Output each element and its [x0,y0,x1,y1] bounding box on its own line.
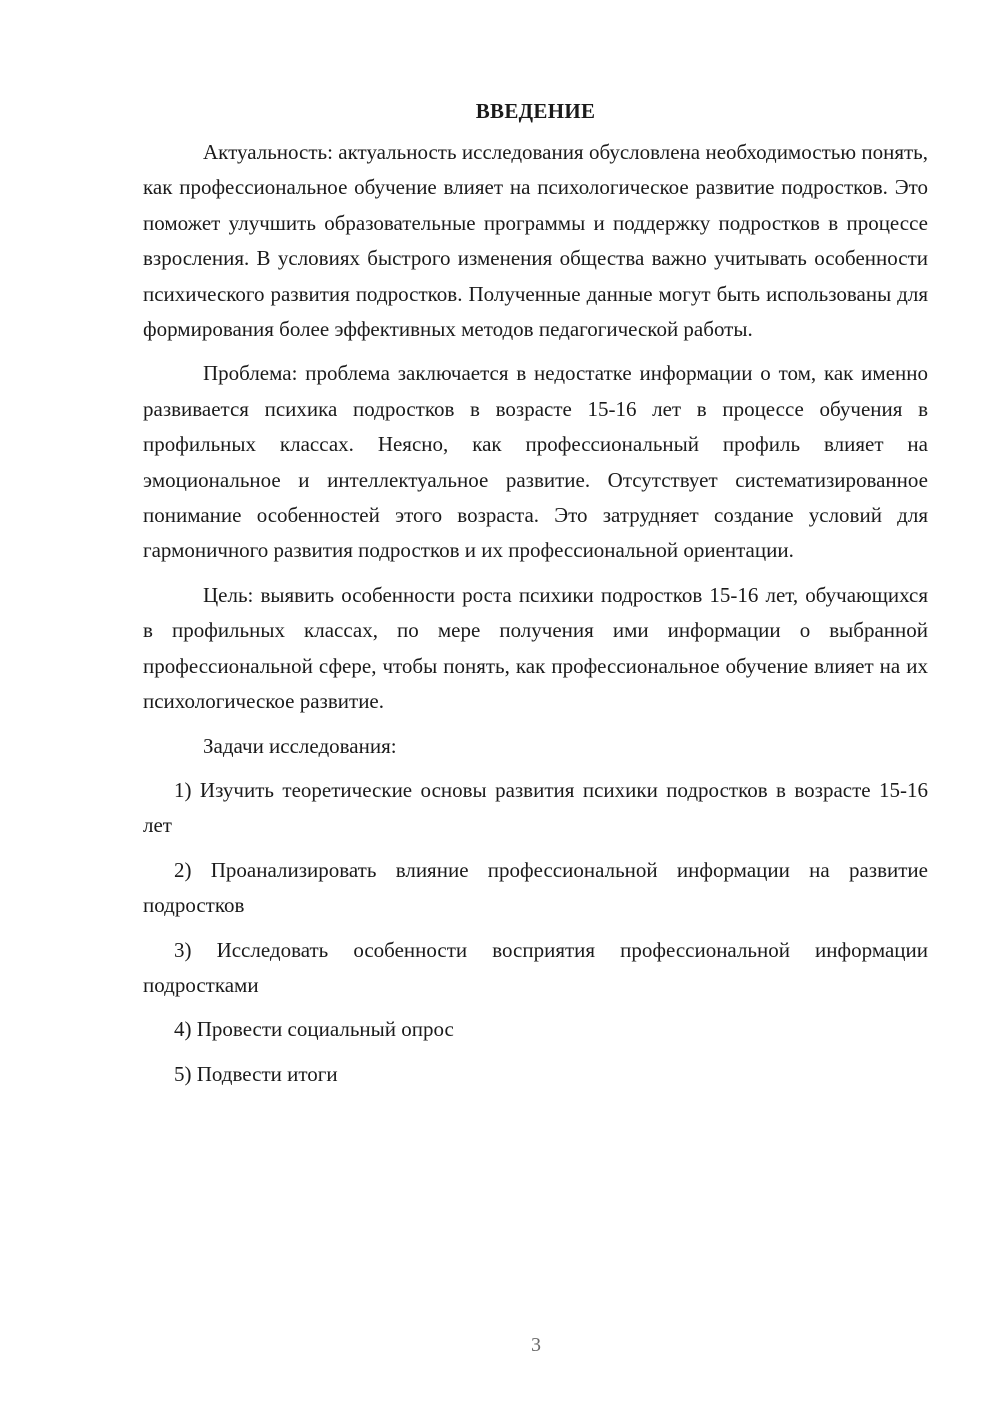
tasks-heading: Задачи исследования: [203,733,397,758]
task-item-4: 4) Провести социальный опрос [174,1017,454,1042]
task-item-5: 5) Подвести итоги [174,1061,338,1086]
task-item-2: 2) Проанализировать влияние профессиональной информации на развитие подростков [143,857,928,918]
page-number: 3 [531,1334,541,1356]
paragraph-goal: Цель: выявить особенности роста психики подростков 15-16 лет, обучающихся в профильных классах, по мере получения ими информации о выбранной профессиональной сфере, чтобы понять, как профессиональное обучение влияет на их психологическое развитие. [143,582,928,714]
paragraph-problem: Проблема: проблема заключается в недостатке информации о том, как именно развивается психика подростков в возрасте 15-16 лет в процессе обучения в профильных классах. Неясно, как профессиональный профиль влияет на эмоциональное и интеллектуальное развитие. Отсутствует систематизированное понимание особенностей этого возраста. Это затрудняет создание условий для гармоничного развития подростков и их профессиональной ориентации. [143,361,928,563]
paragraph-relevance: Актуальность: актуальность исследования обусловлена необходимостью понять, как профессиональное обучение влияет на психологическое развитие подростков. Это поможет улучшить образовательные программы и поддержку подростков в процессе взросления. В условиях быстрого изменения общества важно учитывать особенности психического развития подростков. Полученные данные могут быть использованы для формирования более эффективных методов педагогической работы. [143,140,928,342]
document-page [143,96,928,1101]
task-item-1: 1) Изучить теоретические основы развития психики подростков в возрасте 15-16 лет [143,777,928,838]
document-title: ВВЕДЕНИЕ [475,99,596,123]
task-item-3: 3) Исследовать особенности восприятия профессиональной информации подростками [143,937,928,997]
